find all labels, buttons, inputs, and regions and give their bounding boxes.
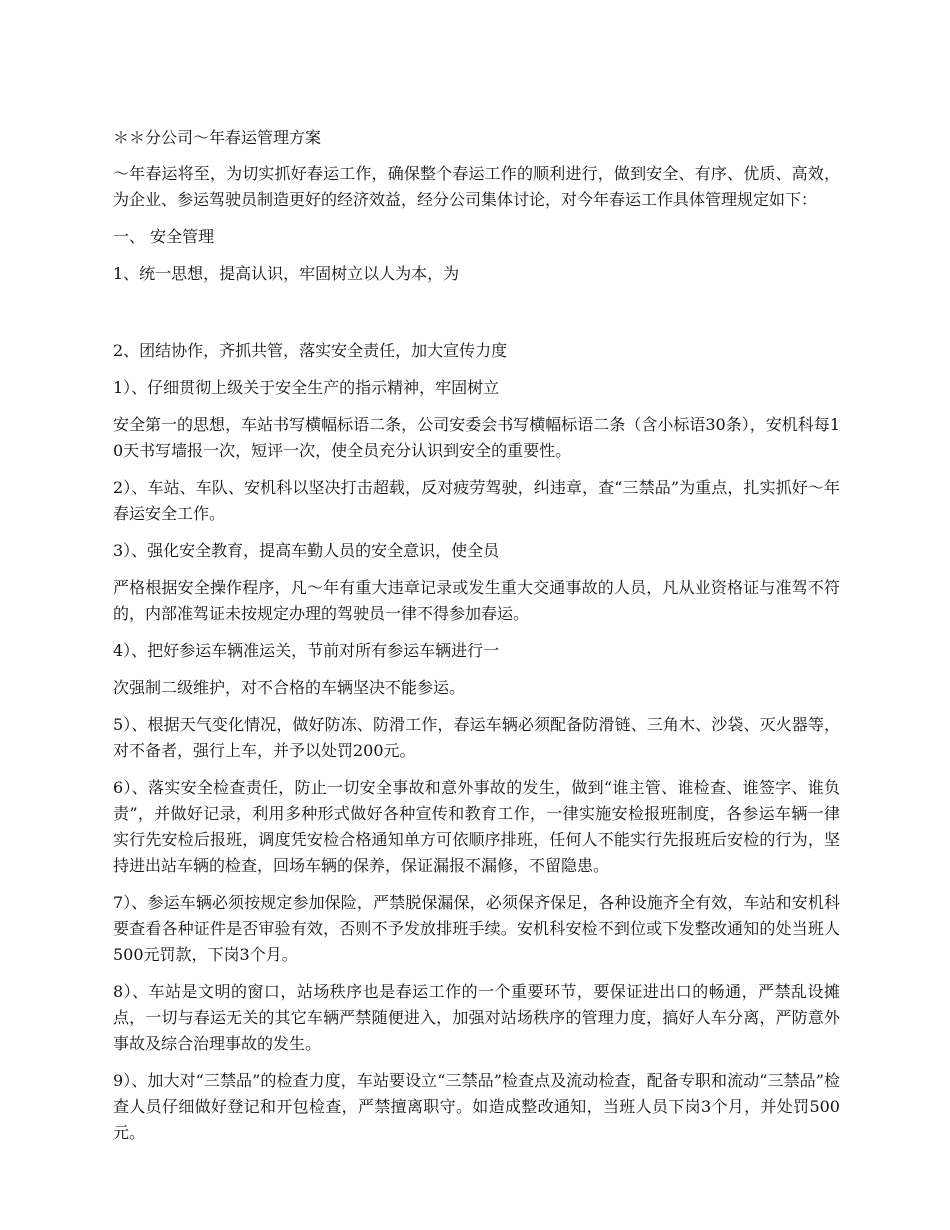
intro-paragraph: ～年春运将至，为切实抓好春运工作，确保整个春运工作的顺利进行，做到安全、有序、优质、高效，为企业、参运驾驶员制造更好的经济效益，经分公司集体讨论，对今年春运工作具体管理规定如下： <box>113 164 840 209</box>
sub-item-5: 5）、根据天气变化情况，做好防冻、防滑工作，春运车辆必须配备防滑链、三角木、沙袋、灭火器等，对不备者，强行上车，并予以处罚200元。 <box>113 715 840 760</box>
sub-item-3-body: 严格根据安全操作程序，凡～年有重大违章记录或发生重大交通事故的人员，凡从业资格证与准驾不符的，内部准驾证未按规定办理的驾驶员一律不得参加春运。 <box>113 578 840 623</box>
sub-item-7: 7）、参运车辆必须按规定参加保险，严禁脱保漏保，必须保齐保足，各种设施齐全有效，车站和安机科要查看各种证件是否审验有效，否则不予发放排班手续。安机科安检不到位或下发整改通知的处当班人500元罚款，下岗3个月。 <box>113 893 840 964</box>
sub-item-2: 2）、车站、车队、安机科以坚决打击超载，反对疲劳驾驶，纠违章，查“三禁品”为重点，扎实抓好～年春运安全工作。 <box>113 478 840 523</box>
sub-item-3-lead: 3）、强化安全教育，提高车勤人员的安全意识，使全员 <box>113 541 500 560</box>
blank-gap <box>113 298 840 338</box>
sub-item-9: 9）、加大对“三禁品”的检查力度，车站要设立“三禁品”检查点及流动检查，配备专职和流动“三禁品”检查人员仔细做好登记和开包检查，严禁擅离职守。如造成整改通知，当班人员下岗3个月，并处罚500元。 <box>113 1071 840 1142</box>
item-1-unify-thinking: 1、统一思想，提高认识，牢固树立以人为本，为 <box>113 264 460 283</box>
document-title: ＊＊分公司～年春运管理方案 <box>113 128 322 147</box>
sub-item-6: 6）、落实安全检查责任，防止一切安全事故和意外事故的发生，做到“谁主管、谁检查、谁签字、谁负责”，并做好记录，利用多种形式做好各种宣传和教育工作，一律实施安检报班制度，各参运车辆一律实行先安检后报班，调度凭安检合格通知单方可依顺序排班，任何人不能实行先报班后安检的行为，坚持进出站车辆的检查，回场车辆的保养，保证漏报不漏修，不留隐患。 <box>113 778 840 875</box>
sub-item-4-body: 次强制二级维护，对不合格的车辆坚决不能参运。 <box>113 678 466 697</box>
item-2-teamwork: 2、团结协作，齐抓共管，落实安全责任，加大宣传力度 <box>113 341 508 360</box>
section-heading-safety: 一、 安全管理 <box>113 227 215 246</box>
sub-item-8: 8）、车站是文明的窗口，站场秩序也是春运工作的一个重要环节，要保证进出口的畅通，严禁乱设摊点，一切与春运无关的其它车辆严禁随便进入，加强对站场秩序的管理力度，搞好人车分离，严防意外事故及综合治理事故的发生。 <box>113 982 840 1053</box>
sub-item-1-lead: 1）、仔细贯彻上级关于安全生产的指示精神，牢固树立 <box>113 378 500 397</box>
sub-item-1-body: 安全第一的思想，车站书写横幅标语二条，公司安委会书写横幅标语二条（含小标语30条），安机科每10天书写墙报一次，短评一次，使全员充分认识到安全的重要性。 <box>113 415 840 460</box>
sub-item-4-lead: 4）、把好参运车辆准运关，节前对所有参运车辆进行一 <box>113 641 500 660</box>
